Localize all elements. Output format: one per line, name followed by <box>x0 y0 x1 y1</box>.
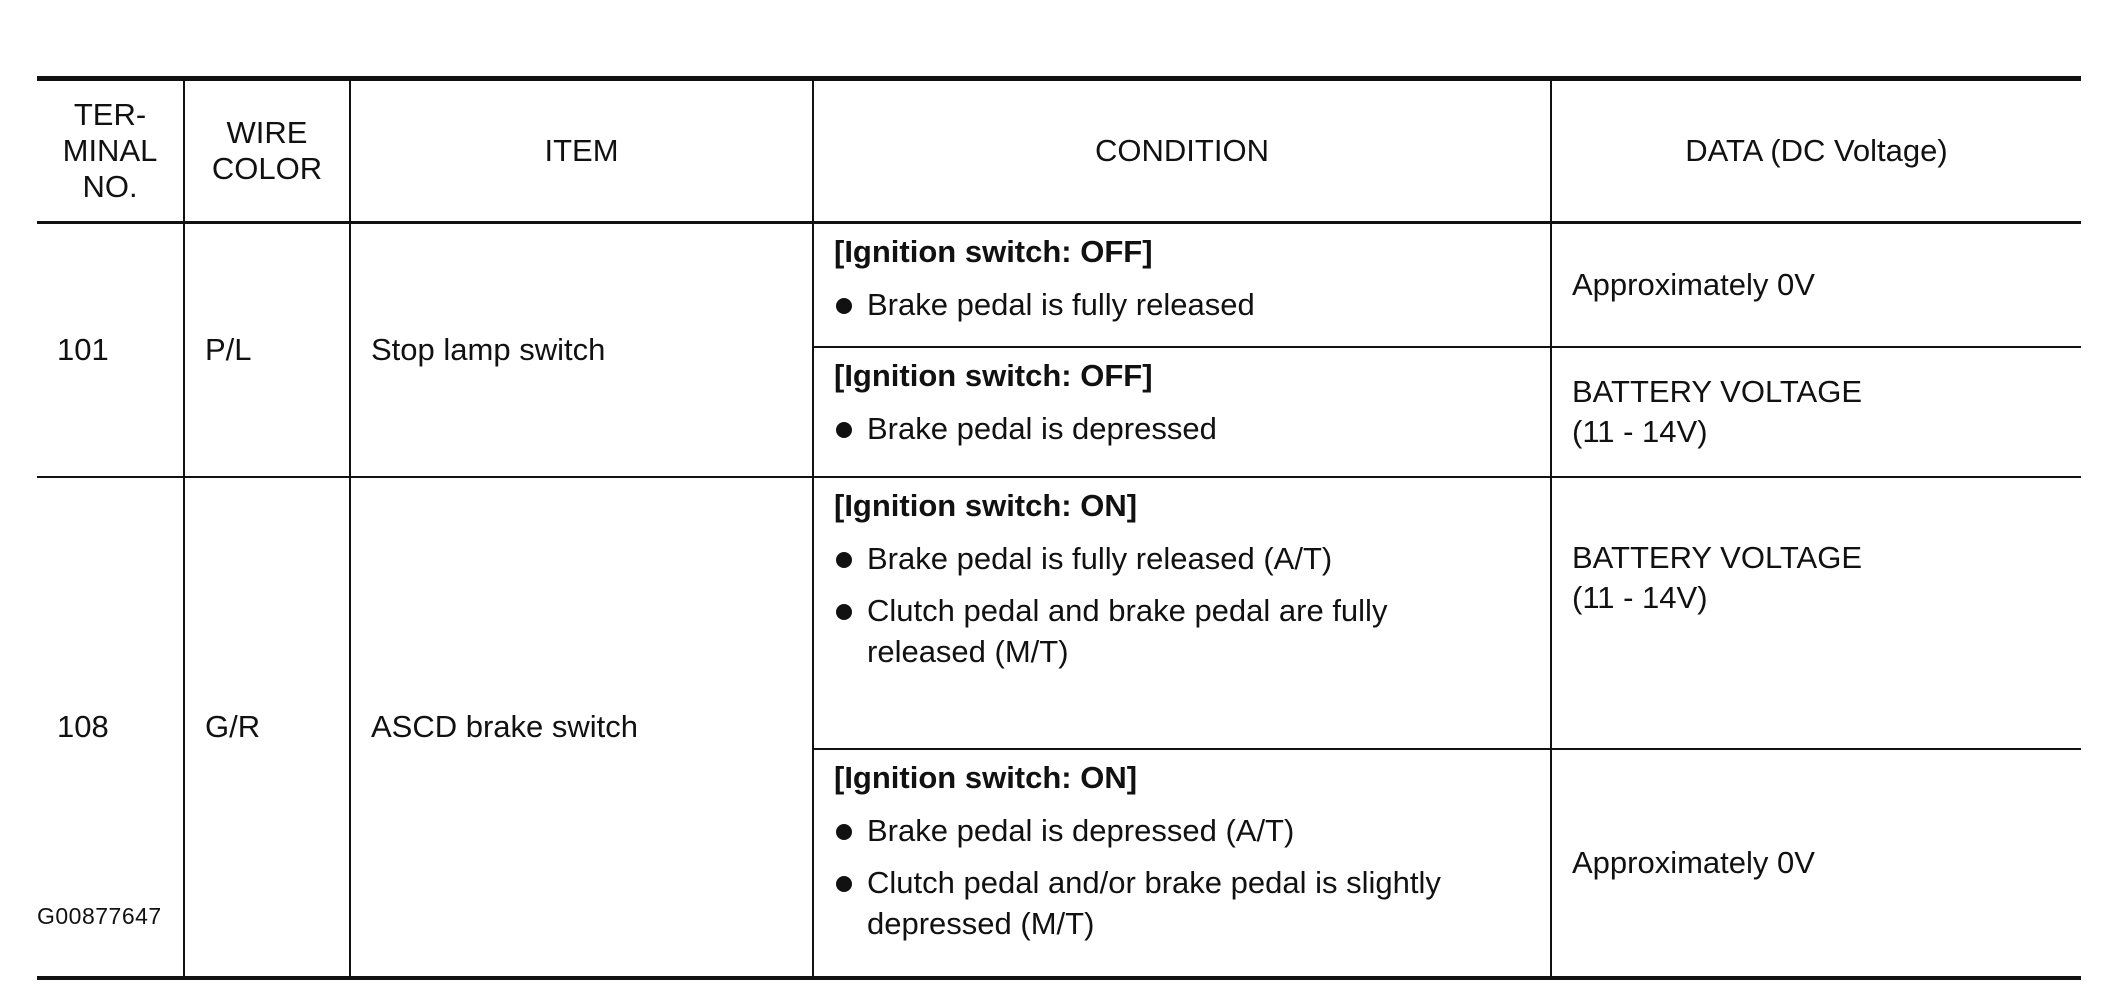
condition-bullet: Clutch pedal and/or brake pedal is slightly depressed (M/T) <box>834 862 1530 944</box>
data-value-range: (11 - 14V) <box>1572 580 1708 615</box>
table-row <box>37 223 2081 348</box>
terminal-no-cell: 101 <box>37 223 184 478</box>
condition-cell <box>813 477 1551 749</box>
table-row <box>37 477 2081 749</box>
condition-list <box>834 408 1530 450</box>
condition-list <box>834 810 1530 944</box>
data-cell <box>1551 477 2081 749</box>
condition-bullet: Brake pedal is fully released <box>834 284 1530 326</box>
condition-heading: [Ignition switch: OFF] <box>834 358 1153 393</box>
wire-color-cell: G/R <box>184 477 350 978</box>
data-value: BATTERY VOLTAGE <box>1572 540 1862 575</box>
header-wire-color: WIRE COLOR <box>184 79 350 223</box>
item-cell: Stop lamp switch <box>350 223 813 478</box>
data-cell <box>1551 223 2081 348</box>
data-value: Approximately 0V <box>1572 267 1815 302</box>
item-cell: ASCD brake switch <box>350 477 813 978</box>
data-value: Approximately 0V <box>1572 845 1815 880</box>
header-data: DATA (DC Voltage) <box>1551 79 2081 223</box>
condition-cell <box>813 347 1551 477</box>
condition-heading: [Ignition switch: OFF] <box>834 234 1153 269</box>
header-row <box>37 79 2081 223</box>
condition-heading: [Ignition switch: ON] <box>834 488 1138 523</box>
condition-bullet: Brake pedal is depressed (A/T) <box>834 810 1530 852</box>
figure-id: G00877647 <box>37 903 162 929</box>
condition-list <box>834 284 1530 326</box>
data-cell <box>1551 749 2081 978</box>
condition-heading: [Ignition switch: ON] <box>834 760 1138 795</box>
condition-bullet: Clutch pedal and brake pedal are fully released (M/T) <box>834 590 1530 672</box>
terminal-data-table <box>37 76 2081 980</box>
condition-list <box>834 538 1530 672</box>
header-terminal-no: TER- MINAL NO. <box>37 79 184 223</box>
data-cell <box>1551 347 2081 477</box>
wire-color-cell: P/L <box>184 223 350 478</box>
terminal-no-cell: 108 <box>37 477 184 978</box>
data-value-range: (11 - 14V) <box>1572 414 1708 449</box>
condition-cell <box>813 749 1551 978</box>
condition-cell <box>813 223 1551 348</box>
header-condition: CONDITION <box>813 79 1551 223</box>
header-item: ITEM <box>350 79 813 223</box>
condition-bullet: Brake pedal is fully released (A/T) <box>834 538 1530 580</box>
data-value: BATTERY VOLTAGE <box>1572 374 1862 409</box>
condition-bullet: Brake pedal is depressed <box>834 408 1530 450</box>
